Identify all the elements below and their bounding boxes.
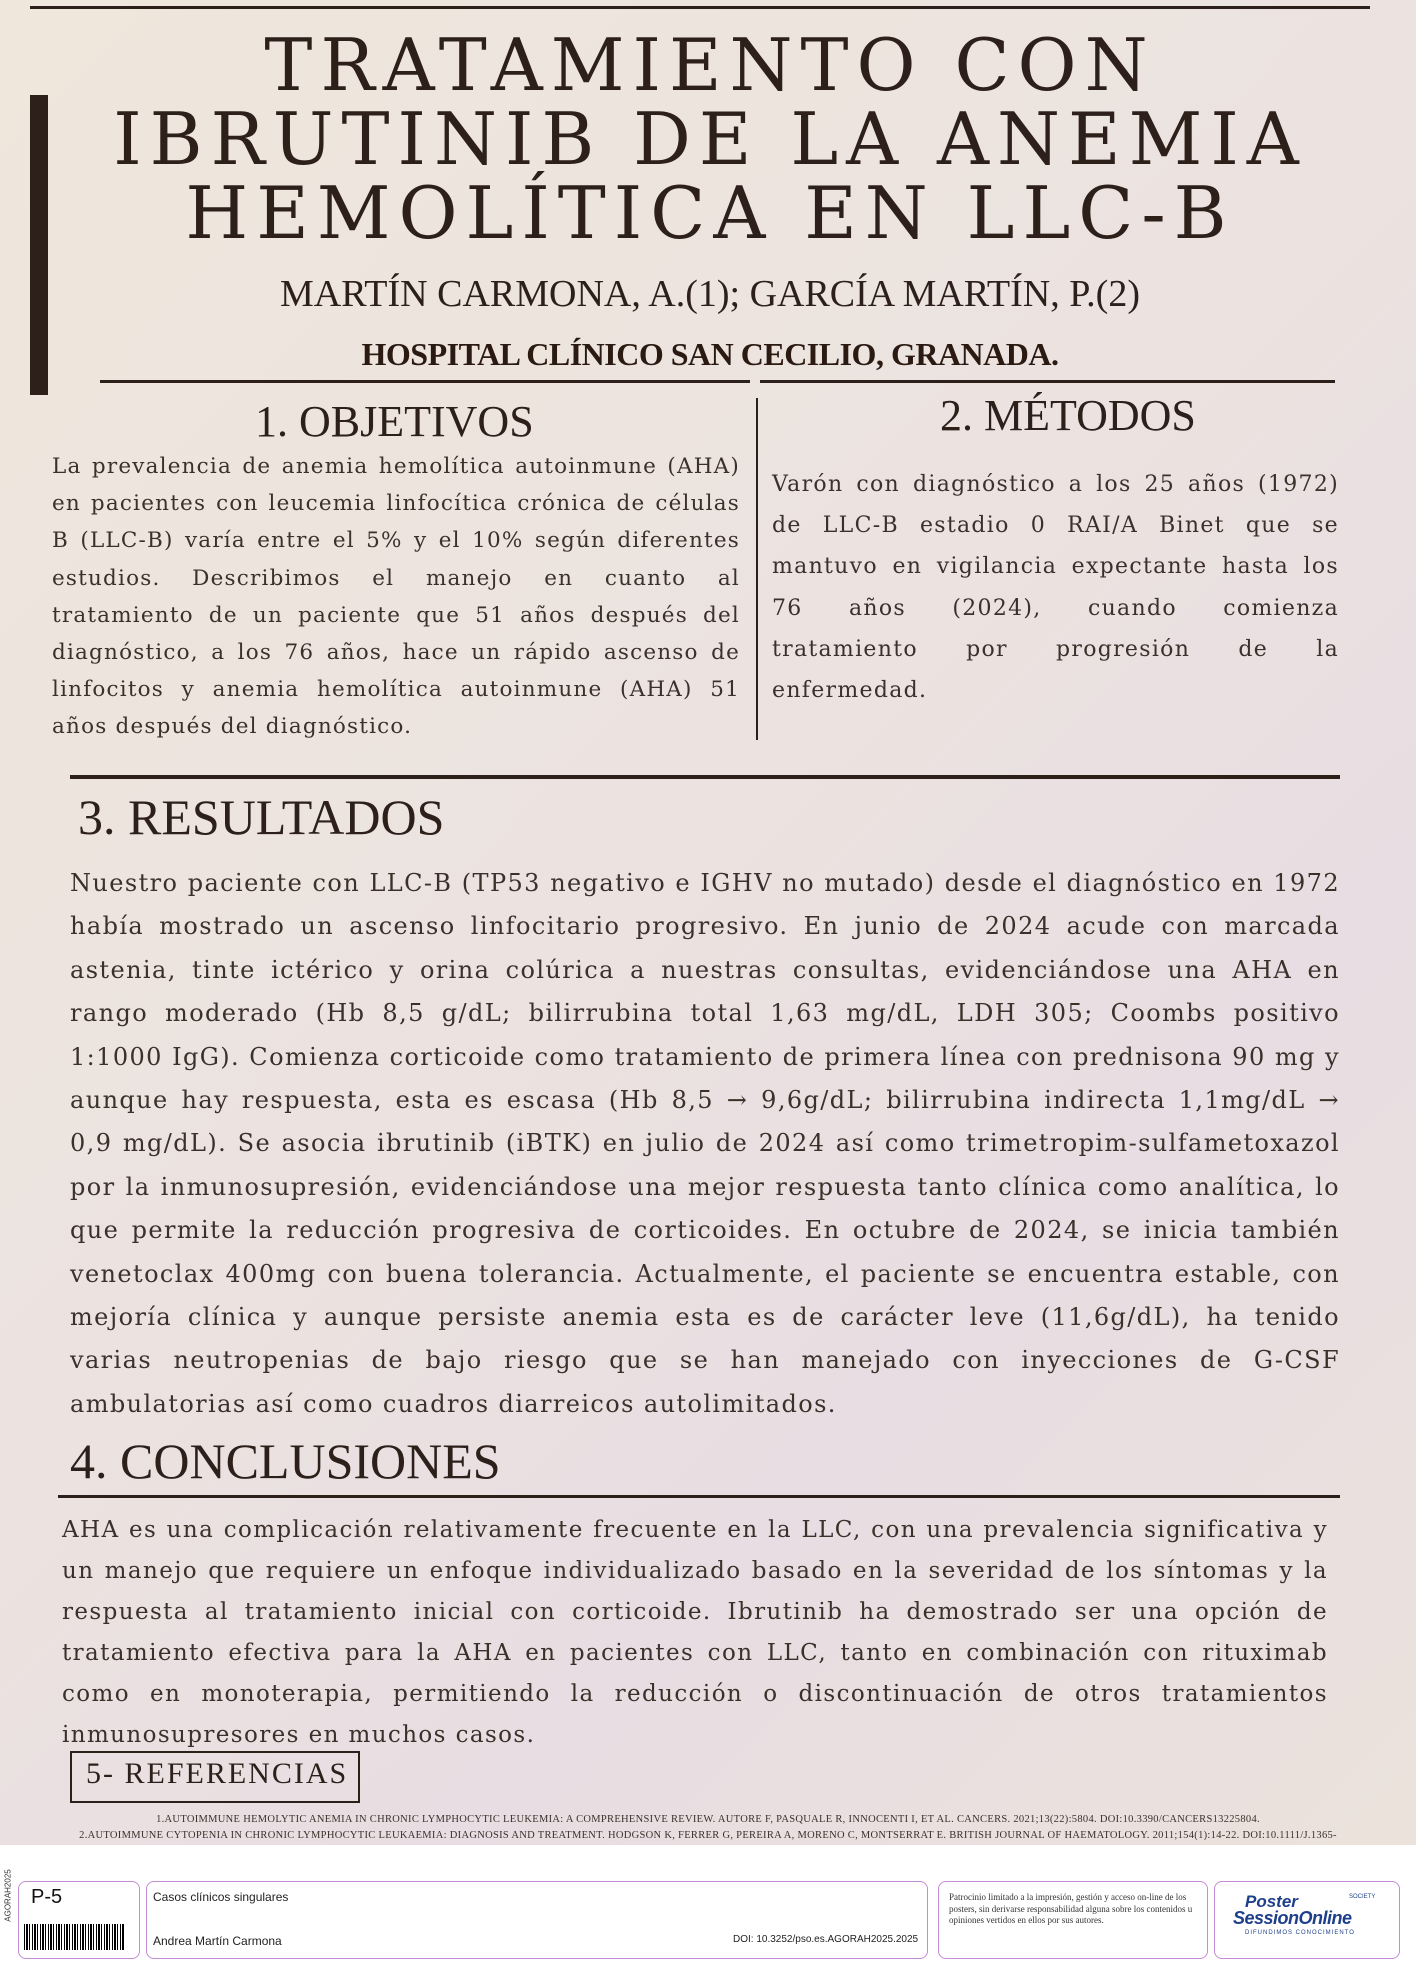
resultados-text: Nuestro paciente con LLC-B (TP53 negativo e IGHV no mutado) desde el diagnóstico en 1972 había mostrado un ascenso linfocitario progresivo. En junio de 2024 acude con marcada astenia, tinte ictérico y orina colúrica a nuestras consultas, evidenciándose una AHA en rango moderado (Hb 8,5 g/dL; bilirrubina total 1,63 mg/dL, LDH 305; Coombs positivo 1:1000 IgG). Comienza corticoide como tratamiento de primera línea con prednisona 90 mg y aunque hay respuesta, esta es escasa (Hb 8,5 → 9,6g/dL; bilirrubina indirecta 1,1mg/dL → 0,9 mg/dL). Se asocia ibrutinib (iBTK) en julio de 2024 así como trimetropim-sulfametoxazol por la inmunosupresión, evidenciándose una mejor respuesta tanto clínica como analítica, lo que permite la reducción progresiva de corticoides. En octubre de 2024, se inicia también venetoclax 400mg con buena tolerancia. Actualmente, el paciente se encuentra estable, con mejoría clínica y aunque persiste anemia esta es de carácter leve (11,6g/dL), ha tenido varias neutropenias de bajo riesgo que se han manejado con inyecciones de G-CSF ambulatorias así como cuadros diarreicos autolimitados. xyxy=(70,869,1340,1418)
referencias-heading: 5- REFERENCIAS xyxy=(70,1751,360,1803)
logo-line1: Poster xyxy=(1245,1892,1298,1911)
metodos-text: Varón con diagnóstico a los 25 años (1972) de LLC-B estadio 0 RAI/A Binet que se mantuvo en vigilancia expectante hasta los 76 años (2024), cuando comienza tratamiento por progresión de la enfermedad. xyxy=(772,472,1339,704)
disclaimer-box xyxy=(938,1881,1208,1959)
logo[interactable] xyxy=(1231,1892,1391,1948)
header-rule-right xyxy=(760,380,1335,383)
header-rule-left xyxy=(100,380,750,383)
resultados-rule xyxy=(70,775,1340,779)
resultados-heading: 3. RESULTADOS xyxy=(78,789,445,845)
conclusiones-heading: 4. CONCLUSIONES xyxy=(70,1433,501,1489)
reference-1: 1.AUTOIMMUNE HEMOLYTIC ANEMIA IN CHRONIC LYMPHOCYTIC LEUKEMIA: A COMPREHENSIVE REVIEW. AUTORE F, PASQUALE R, INNOCENTI I, ET AL. CANCERS. 2021;13(22):5804. DOI:10.3390/CANCERS13225804. xyxy=(156,1814,1260,1825)
barcode xyxy=(24,1924,124,1950)
objetivos-heading: 1. OBJETIVOS xyxy=(255,397,534,446)
logo-line2: SessionOnline xyxy=(1233,1908,1352,1928)
objetivos-text: La prevalencia de anemia hemolítica autoinmune (AHA) en pacientes con leucemia linfocítica crónica de células B (LLC-B) varía entre el 5% y el 10% según diferentes estudios. Describimos el manejo en cuanto al tratamiento de un paciente que 51 años después del diagnóstico, a los 76 años, hace un rápido ascenso de linfocitos y anemia hemolítica autoinmune (AHA) 51 años después del diagnóstico. xyxy=(52,454,740,740)
column-divider xyxy=(756,398,758,740)
reference-2: 2.AUTOIMMUNE CYTOPENIA IN CHRONIC LYMPHOCYTIC LEUKAEMIA: DIAGNOSIS AND TREATMENT. HODGSON K, FERRER G, PEREIRA A, MORENO C, MONTSERRAT E. BRITISH JOURNAL OF HAEMATOLOGY. 2011;154(1):14-22. DOI:10.1111/J.1365- xyxy=(79,1830,1337,1841)
logo-tagline: DIFUNDIMOS CONOCIMIENTO xyxy=(1245,1930,1355,1936)
author-name: Andrea Martín Carmona xyxy=(153,1934,282,1948)
institution: HOSPITAL CLÍNICO SAN CECILIO, GRANADA. xyxy=(361,336,1059,372)
authors: MARTÍN CARMONA, A.(1); GARCÍA MARTÍN, P.(2) xyxy=(280,273,1140,315)
metodos-heading: 2. MÉTODOS xyxy=(940,391,1196,440)
top-rule xyxy=(30,6,1370,9)
poster-title: TRATAMIENTO CON IBRUTINIB DE LA ANEMIA HEMOLÍTICA EN LLC-B xyxy=(113,23,1307,255)
logo-box xyxy=(1214,1881,1400,1959)
poster-code: P-5 xyxy=(31,1886,63,1908)
left-accent-bar xyxy=(30,95,48,395)
conclusiones-rule xyxy=(58,1495,1340,1498)
conclusiones-text: AHA es una complicación relativamente frecuente en la LLC, con una prevalencia significativa y un manejo que requiere un enfoque individualizado basado en la severidad de los síntomas y la respuesta al tratamiento inicial con corticoide. Ibrutinib ha demostrado ser una opción de tratamiento efectiva para la AHA en pacientes con LLC, tanto en combinación con rituximab como en monoterapia, permitiendo la reducción o discontinuación de otros tratamientos inmunosupresores en muchos casos. xyxy=(62,1517,1328,1748)
vertical-id: AGORAH2025 xyxy=(3,1869,13,1922)
logo-badge: SOCIETY xyxy=(1349,1894,1376,1900)
disclaimer: Patrocinio limitado a la impresión, gestión y acceso on-line de los posters, sin derivarse responsabilidad alguna sobre los contenidos u opiniones vertidos en ellos por sus autores. xyxy=(949,1892,1193,1925)
info-box xyxy=(146,1881,928,1959)
category: Casos clínicos singulares xyxy=(153,1890,289,1904)
doi-link[interactable]: DOI: 10.3252/pso.es.AGORAH2025.2025 xyxy=(733,1934,919,1945)
